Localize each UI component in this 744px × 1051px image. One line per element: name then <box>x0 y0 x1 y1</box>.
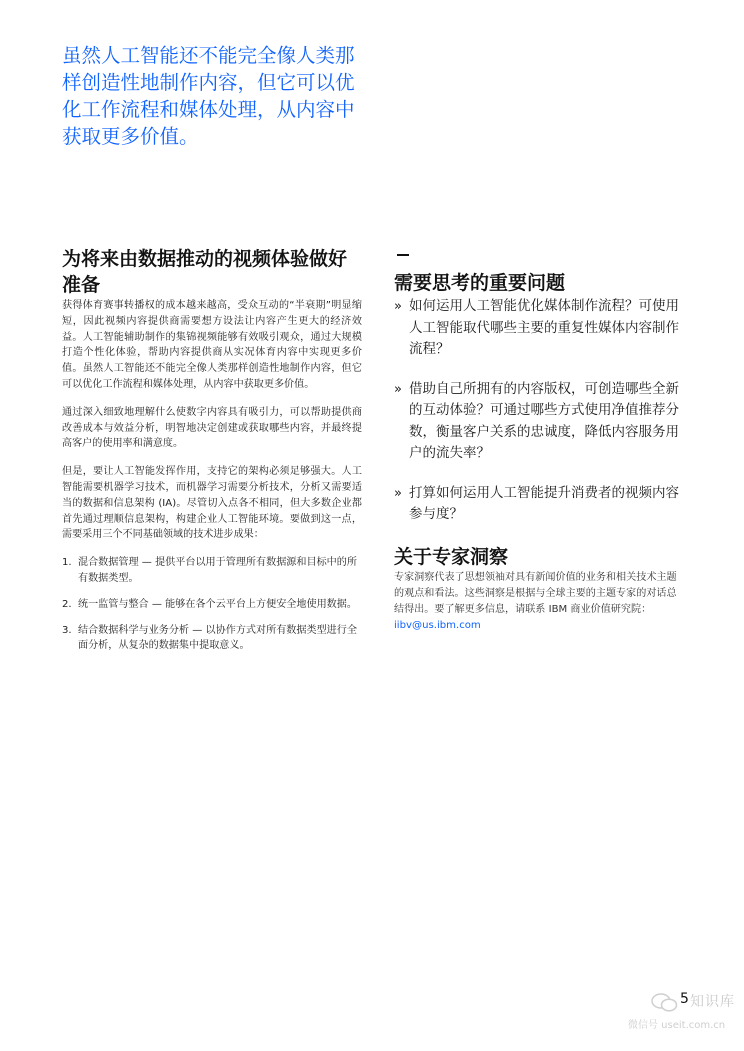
body-paragraph-2: 通过深入细致地理解什么使数字内容具有吸引力，可以帮助提供商改善成本与效益分析，明智地决定创建或获取哪些内容，并最终提高客户的使用率和满意度。 <box>62 406 362 450</box>
right-column <box>394 244 684 634</box>
wechat-icon <box>650 992 680 1014</box>
body-paragraph-3: 但是，要让人工智能发挥作用，支持它的架构必须足够强大。人工智能需要机器学习技术，而机器学习需要分析技术，分析又需要适当的数据和信息架构 (IA)。尽管切入点各不相同，但大多数企业都首先通过理顺信息架构，构建企业人工智能环境。要做到这一点，需要采用三个不同基础领域的技术进步成果： <box>62 466 362 541</box>
body-paragraph-1: 获得体育赛事转播权的成本越来越高，受众互动的“半衰期”明显缩短，因此视频内容提供商需要想方设法让内容产生更大的经济效益。人工智能辅助制作的集锦视频能够有效吸引观众，通过大规模打造个性化体验，帮助内容提供商从实况体育内容中实现更多价值。虽然人工智能还不能完全像人类那样创造性地制作内容，但它可以优化工作流程和媒体处理，从内容中获取更多价值。 <box>62 300 362 390</box>
question-text: 打算如何运用人工智能提升消费者的视频内容参与度？ <box>409 484 679 522</box>
section-heading: 为将来由数据推动的视频体验做好准备 <box>62 248 348 296</box>
numbered-list <box>62 555 362 654</box>
list-number: 1. <box>62 557 72 569</box>
expert-text <box>394 570 684 634</box>
chevron-right-icon: » <box>394 485 402 501</box>
list-text: 混合数据管理 — 提供平台以用于管理所有数据源和目标中的所有数据类型。 <box>78 557 357 584</box>
email-link[interactable]: iibv@us.ibm.com <box>394 619 481 631</box>
list-text: 统一监管与整合 — 能够在各个云平台上方便安全地使用数据。 <box>78 598 357 610</box>
list-item <box>62 555 362 587</box>
question-item <box>394 483 684 526</box>
chevron-right-icon: » <box>394 299 402 314</box>
list-text: 结合数据科学与业务分析 — 以协作方式对所有数据类型进行全面分析，从复杂的数据集中提取意义。 <box>78 624 357 652</box>
questions-list <box>394 296 684 526</box>
list-item <box>62 597 362 613</box>
questions-heading: 需要思考的重要问题 <box>394 272 566 294</box>
expert-heading: 关于专家洞察 <box>394 545 509 568</box>
list-number: 3. <box>62 624 72 636</box>
question-item <box>394 379 684 465</box>
question-item <box>394 296 684 361</box>
list-item <box>62 623 362 655</box>
expert-description: 专家洞察代表了思想领袖对具有新闻价值的业务和相关技术主题的观点和看法。这些洞察是根据与全球主要的主题专家的对话总结得出。要了解更多信息，请联系 IBM 商业价值研究院： <box>394 571 677 615</box>
watermark-title: 知识库 <box>690 994 735 1010</box>
watermark-subtitle: 微信号 useit.com.cn <box>628 1020 726 1031</box>
pull-quote: 虽然人工智能还不能完全像人类那样创造性地制作内容，但它可以优化工作流程和媒体处理，从内容中获取更多价值。 <box>62 44 355 148</box>
list-number: 2. <box>62 598 72 610</box>
question-text: 借助自己所拥有的内容版权，可创造哪些全新的互动体验？可通过哪些方式使用净值推荐分数，衡量客户关系的忠诚度，降低内容服务用户的流失率？ <box>409 380 679 461</box>
page-number: 5 <box>680 991 689 1007</box>
divider-dash <box>397 254 409 256</box>
question-text: 如何运用人工智能优化媒体制作流程？可使用人工智能取代哪些主要的重复性媒体内容制作流程？ <box>409 298 679 357</box>
left-column <box>62 246 362 664</box>
chevron-right-icon: » <box>394 381 402 397</box>
